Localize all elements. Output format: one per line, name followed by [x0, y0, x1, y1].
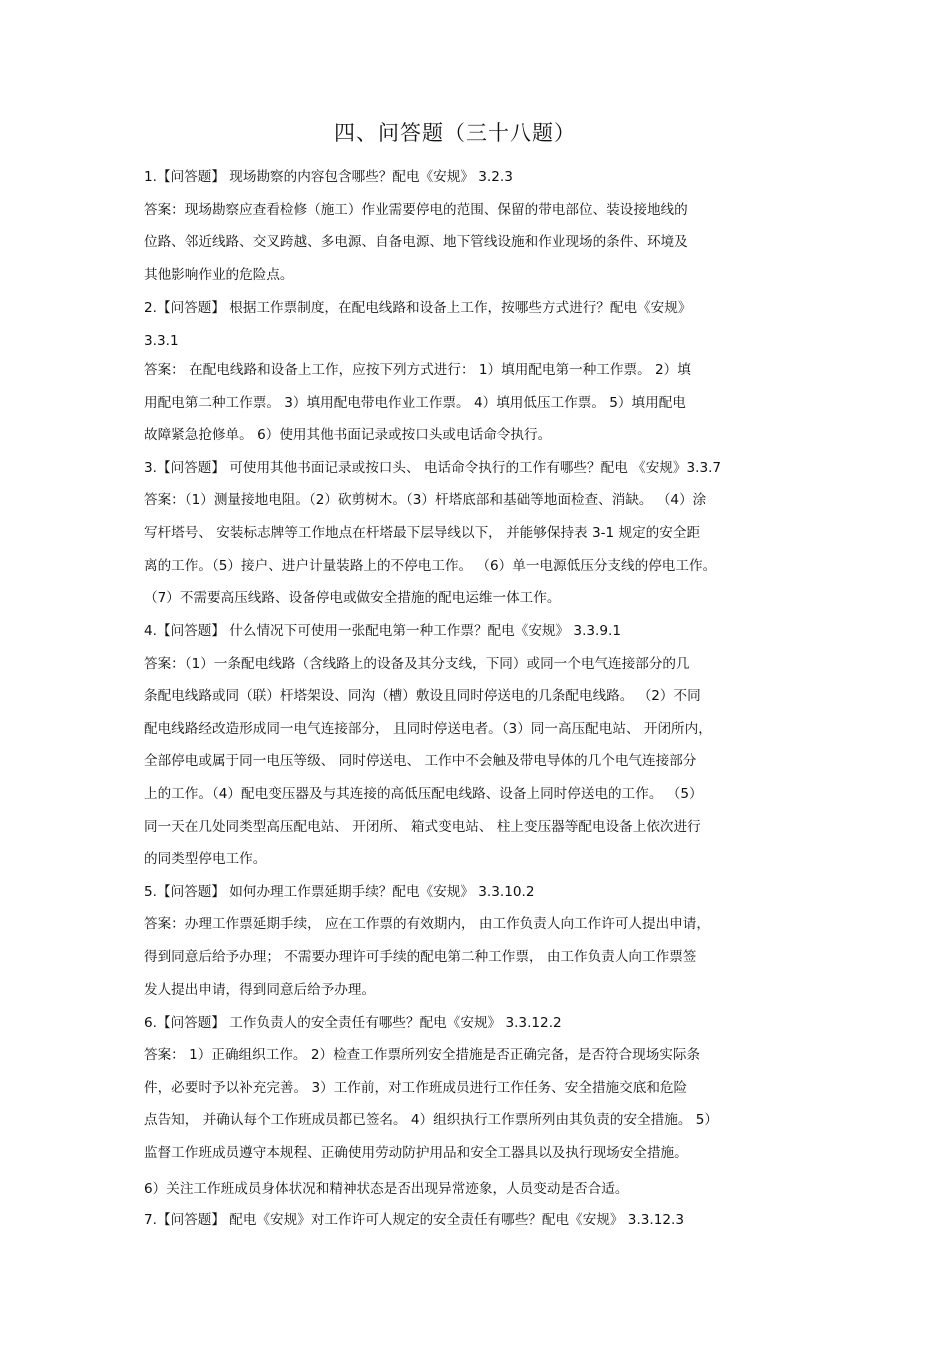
answer-6-line-4: 监督工作班成员遵守本规程、正确使用劳动防护用品和安全工器具以及执行现场安全措施。 — [144, 1145, 688, 1161]
answer-4-line-5: 上的工作。（4）配电变压器及与其连接的高低压配电线路、设备上同时停送电的工作。 （5） — [144, 786, 703, 802]
question-1-heading: 1.【问答题】 现场勘察的内容包含哪些？配电《安规》 3.2.3 — [144, 169, 513, 185]
answer-5-line-3: 发人提出申请，得到同意后给予办理。 — [144, 982, 376, 998]
question-6-heading: 6.【问答题】 工作负责人的安全责任有哪些？配电《安规》 3.3.12.2 — [144, 1015, 562, 1031]
answer-6-line-1: 答案： 1）正确组织工作。 2）检查工作票所列安全措施是否正确完备，是否符合现场实际条 — [144, 1047, 701, 1063]
answer-1-line-3: 其他影响作业的危险点。 — [144, 267, 294, 283]
question-3-heading: 3.【问答题】 可使用其他书面记录或按口头、 电话命令执行的工作有哪些？配电 《安规》3.3.7 — [144, 460, 722, 476]
answer-4-line-2: 条配电线路或同（联）杆塔架设、同沟（槽）敷设且同时停送电的几条配电线路。 （2）不同 — [144, 688, 701, 704]
answer-2-line-2: 用配电第二种工作票。 3）填用配电带电作业工作票。 4）填用低压工作票。 5）填用配电 — [144, 395, 686, 411]
answer-2-line-1: 答案： 在配电线路和设备上工作，应按下列方式进行： 1）填用配电第一种工作票。 2）填 — [144, 362, 691, 378]
question-7-heading: 7.【问答题】 配电《安规》对工作许可人规定的安全责任有哪些？配电《安规》 3.3.12.3 — [144, 1212, 685, 1228]
question-4-heading: 4.【问答题】 什么情况下可使用一张配电第一种工作票？配电《安规》 3.3.9.1 — [144, 623, 621, 639]
answer-1-line-2: 位路、邻近线路、交叉跨越、多电源、自备电源、地下管线设施和作业现场的条件、环境及 — [144, 234, 688, 250]
answer-4-line-7: 的同类型停电工作。 — [144, 851, 267, 867]
answer-3-line-1: 答案：（1）测量接地电阻。（2）砍剪树木。（3）杆塔底部和基础等地面检查、消缺。 （4）涂 — [144, 492, 707, 508]
answer-6-line-5: 6）关注工作班成员身体状况和精神状态是否出现异常迹象，人员变动是否合适。 — [144, 1181, 629, 1197]
answer-6-line-3: 点告知， 并确认每个工作班成员都已签名。 4）组织执行工作票所列由其负责的安全措施。 5） — [144, 1112, 719, 1128]
answer-4-line-3: 配电线路经改造形成同一电气连接部分， 且同时停送电者。（3）同一高压配电站、 开闭所内， — [144, 721, 712, 737]
question-2-heading: 2.【问答题】 根据工作票制度，在配电线路和设备上工作，按哪些方式进行？配电《安规》 — [144, 300, 692, 316]
answer-4-line-1: 答案：（1）一条配电线路（含线路上的设备及其分支线，下同）或同一个电气连接部分的几 — [144, 656, 690, 672]
answer-3-line-4: （7）不需要高压线路、设备停电或做安全措施的配电运维一体工作。 — [144, 590, 561, 606]
question-5-heading: 5.【问答题】 如何办理工作票延期手续？配电《安规》 3.3.10.2 — [144, 884, 535, 900]
answer-5-line-2: 得到同意后给予办理； 不需要办理许可手续的配电第二种工作票， 由工作负责人向工作票签 — [144, 949, 697, 965]
answer-5-line-1: 答案：办理工作票延期手续， 应在工作票的有效期内， 由工作负责人向工作许可人提出申请， — [144, 916, 710, 932]
answer-2-line-3: 故障紧急抢修单。 6）使用其他书面记录或按口头或电话命令执行。 — [144, 427, 552, 443]
question-2-reference: 3.3.1 — [144, 333, 179, 349]
page-title: 四、问答题（三十八题） — [334, 121, 576, 145]
answer-3-line-2: 写杆塔号、 安装标志牌等工作地点在杆塔最下层导线以下， 并能够保持表 3-1 规定的安全距 — [144, 525, 701, 541]
answer-1-line-1: 答案：现场勘察应查看检修（施工）作业需要停电的范围、保留的带电部位、装设接地线的 — [144, 202, 688, 218]
answer-6-line-2: 件，必要时予以补充完善。 3）工作前，对工作班成员进行工作任务、安全措施交底和危险 — [144, 1080, 688, 1096]
answer-3-line-3: 离的工作。（5）接户、进户计量装路上的不停电工作。 （6）单一电源低压分支线的停电工作。 — [144, 558, 717, 574]
answer-4-line-6: 同一天在几处同类型高压配电站、 开闭所、 箱式变电站、 柱上变压器等配电设备上依次进行 — [144, 819, 701, 835]
answer-4-line-4: 全部停电或属于同一电压等级、 同时停送电、 工作中不会触及带电导体的几个电气连接部分 — [144, 753, 697, 769]
